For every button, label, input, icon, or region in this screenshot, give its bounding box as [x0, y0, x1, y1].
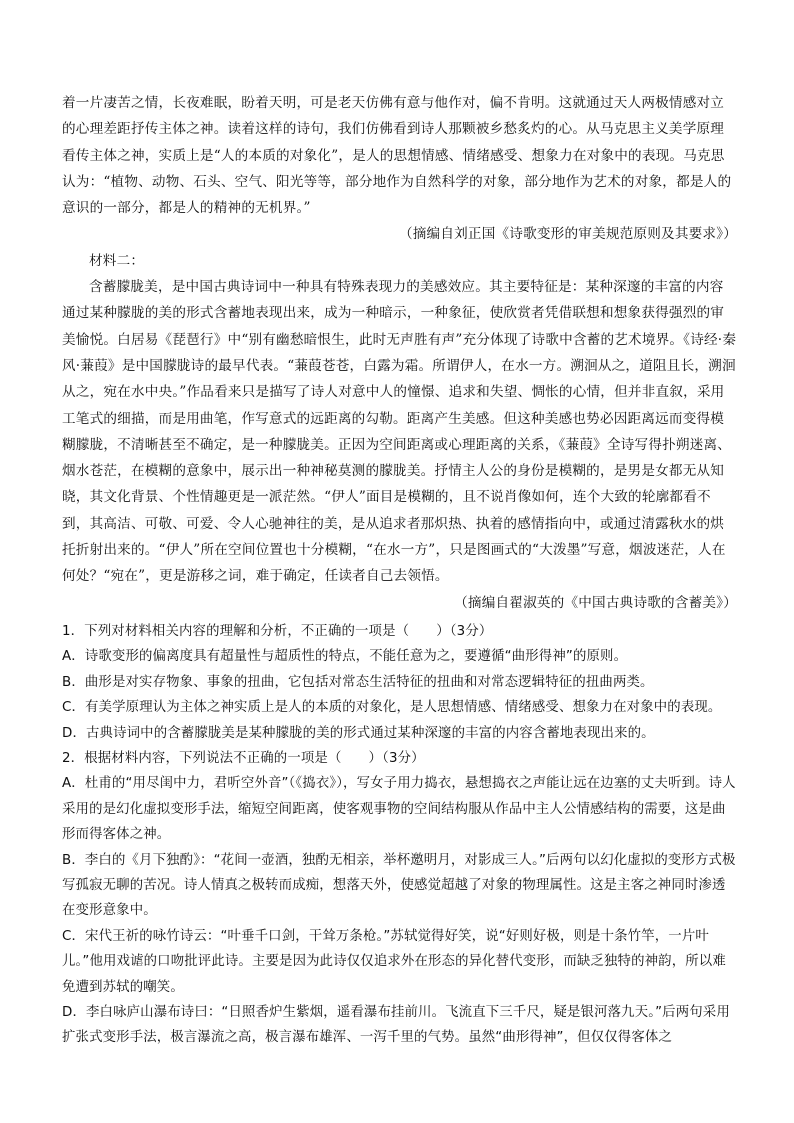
question-two-option-d[interactable]: D．李白咏庐山瀑布诗曰：“日照香炉生紫烟，遥看瀑布挂前川。飞流直下三千尺，疑是银河落九天。”后两句采用扩张式变形手法，极言瀑流之高，极言瀑布雄浑、一泻千里的气势。虽然“曲形得神”，但仅仅得客体之: [62, 1005, 730, 1046]
question-one: [62, 619, 737, 746]
question-one-option-c[interactable]: C．有美学原理认为主体之神实质上是人的本质的对象化，是人思想情感、情绪感受、想象力在对象中的表现。: [62, 700, 722, 716]
material-two-heading: 材料二：: [89, 252, 145, 269]
material-one-source: （摘编自刘正国《诗歌变形的审美规范原则及其要求》）: [398, 226, 737, 243]
question-two-option-c[interactable]: C．宋代王祈的咏竹诗云：“叶垂千口剑，干耸万条枪。”苏轼觉得好笑，说“好则好极，则是十条竹竿，一片叶儿。”他用戏谑的口吻批评此诗。主要是因为此诗仅仅追求外在形态的异化替代变形，而缺乏独特的神韵，所以难免遭到苏轼的嘲笑。: [62, 928, 726, 995]
question-one-stem: 1．下列对材料相关内容的理解和分析，不正确的一项是（ ）（3分）: [62, 623, 493, 639]
question-one-option-d[interactable]: D．古典诗词中的含蓄朦胧美是某种朦胧的美的形式通过某种深邃的丰富的内容含蓄地表现出来的。: [62, 725, 655, 741]
material-two-source: （摘编自翟淑英的《中国古典诗歌的含蓄美》）: [454, 594, 737, 611]
question-one-option-b[interactable]: B．曲形是对实存物象、事象的扭曲，它包括对常态生活特征的扭曲和对常态逻辑特征的扭曲两类。: [62, 674, 654, 690]
question-one-option-a[interactable]: A．诗歌变形的偏离度具有超量性与超质性的特点，不能任意为之，要遵循“曲形得神”的原则。: [62, 649, 628, 665]
material-one-paragraph: 着一片凄苦之情，长夜难眠，盼着天明，可是老天仿佛有意与他作对，偏不肯明。这就通过天人两极情感对立的心理差距抒传主体之神。读着这样的诗句，我们仿佛看到诗人那颗被乡愁炙灼的心。从马克思主义美学原理看传主体之神，实质上是“人的本质的对象化”，是人的思想情感、情绪感受、想象力在对象中的表现。马克思认为：“植物、动物、石头、空气、阳光等等，部分地作为自然科学的对象，部分地作为艺术的对象，都是人的意识的一部分，都是人的精神的无机界。”: [62, 95, 732, 217]
material-one-tail: [62, 90, 737, 248]
material-two-paragraph: 含蓄朦胧美，是中国古典诗词中一种具有特殊表现力的美感效应。其主要特征是：某种深邃的丰富的内容通过某种朦胧的美的形式含蓄地表现出来，成为一种暗示，一种象征，使欣赏者凭借联想和想象获得强烈的审美愉悦。白居易《琵琶行》中“别有幽愁暗恨生，此时无声胜有声”充分体现了诗歌中含蓄的艺术境界。《诗经·秦风·蒹葭》是中国朦胧诗的最早代表。“蒹葭苍苍，白露为霜。所谓伊人，在水一方。溯洄从之，道阻且长，溯洄从之，宛在水中央。”作品看来只是描写了诗人对意中人的憧憬、追求和失望、惆怅的心情，但并非直叙，采用工笔式的细描，而是用曲笔，作写意式的远距离的勾勒。距离产生美感。但这种美感也势必因距离远而变得模糊朦胧，不清晰甚至不确定，是一种朦胧美。正因为空间距离或心理距离的关系，《蒹葭》全诗写得扑朔迷离、烟水苍茫，在模糊的意象中，展示出一种神秘莫测的朦胧美。抒情主人公的身份是模糊的，是男是女都无从知晓，其文化背景、个性情趣更是一派茫然。“伊人”面目是模糊的，且不说肖像如何，连个大致的轮廓都看不到，其高洁、可敬、可爱、令人心驰神往的美，是从追求者那炽热、执着的感情指向中，或通过清露秋水的烘托折射出来的。“伊人”所在空间位置也十分模糊，“在水一方”，只是图画式的“大泼墨”写意，烟波迷茫，人在何处？“宛在”，更是游移之词，难于确定，任读者自己去领悟。: [62, 279, 737, 585]
exam-page: [62, 90, 737, 1051]
question-two: [62, 746, 737, 1051]
question-two-option-b[interactable]: B．李白的《月下独酌》：“花间一壶酒，独酌无相亲，举杯邀明月，对影成三人。”后两句以幻化虚拟的变形方式极写孤寂无聊的苦况。诗人情真之极转而成痴，想落天外，使感觉超越了对象的物理属性。这是主客之神同时渗透在变形意象中。: [62, 852, 736, 919]
question-two-option-a[interactable]: A．杜甫的“用尽闺中力，君听空外音”（《捣衣》），写女子用力捣衣，悬想捣衣之声能让远在边塞的丈夫听到。诗人采用的是幻化虚拟变形手法，缩短空间距离，使客观事物的空间结构服从作品中主人公情感结构的需要，这是曲形而得客体之神。: [62, 776, 736, 843]
question-two-stem: 2．根据材料内容，下列说法不正确的一项是（ ）（3分）: [62, 750, 425, 766]
material-two: [62, 248, 737, 616]
